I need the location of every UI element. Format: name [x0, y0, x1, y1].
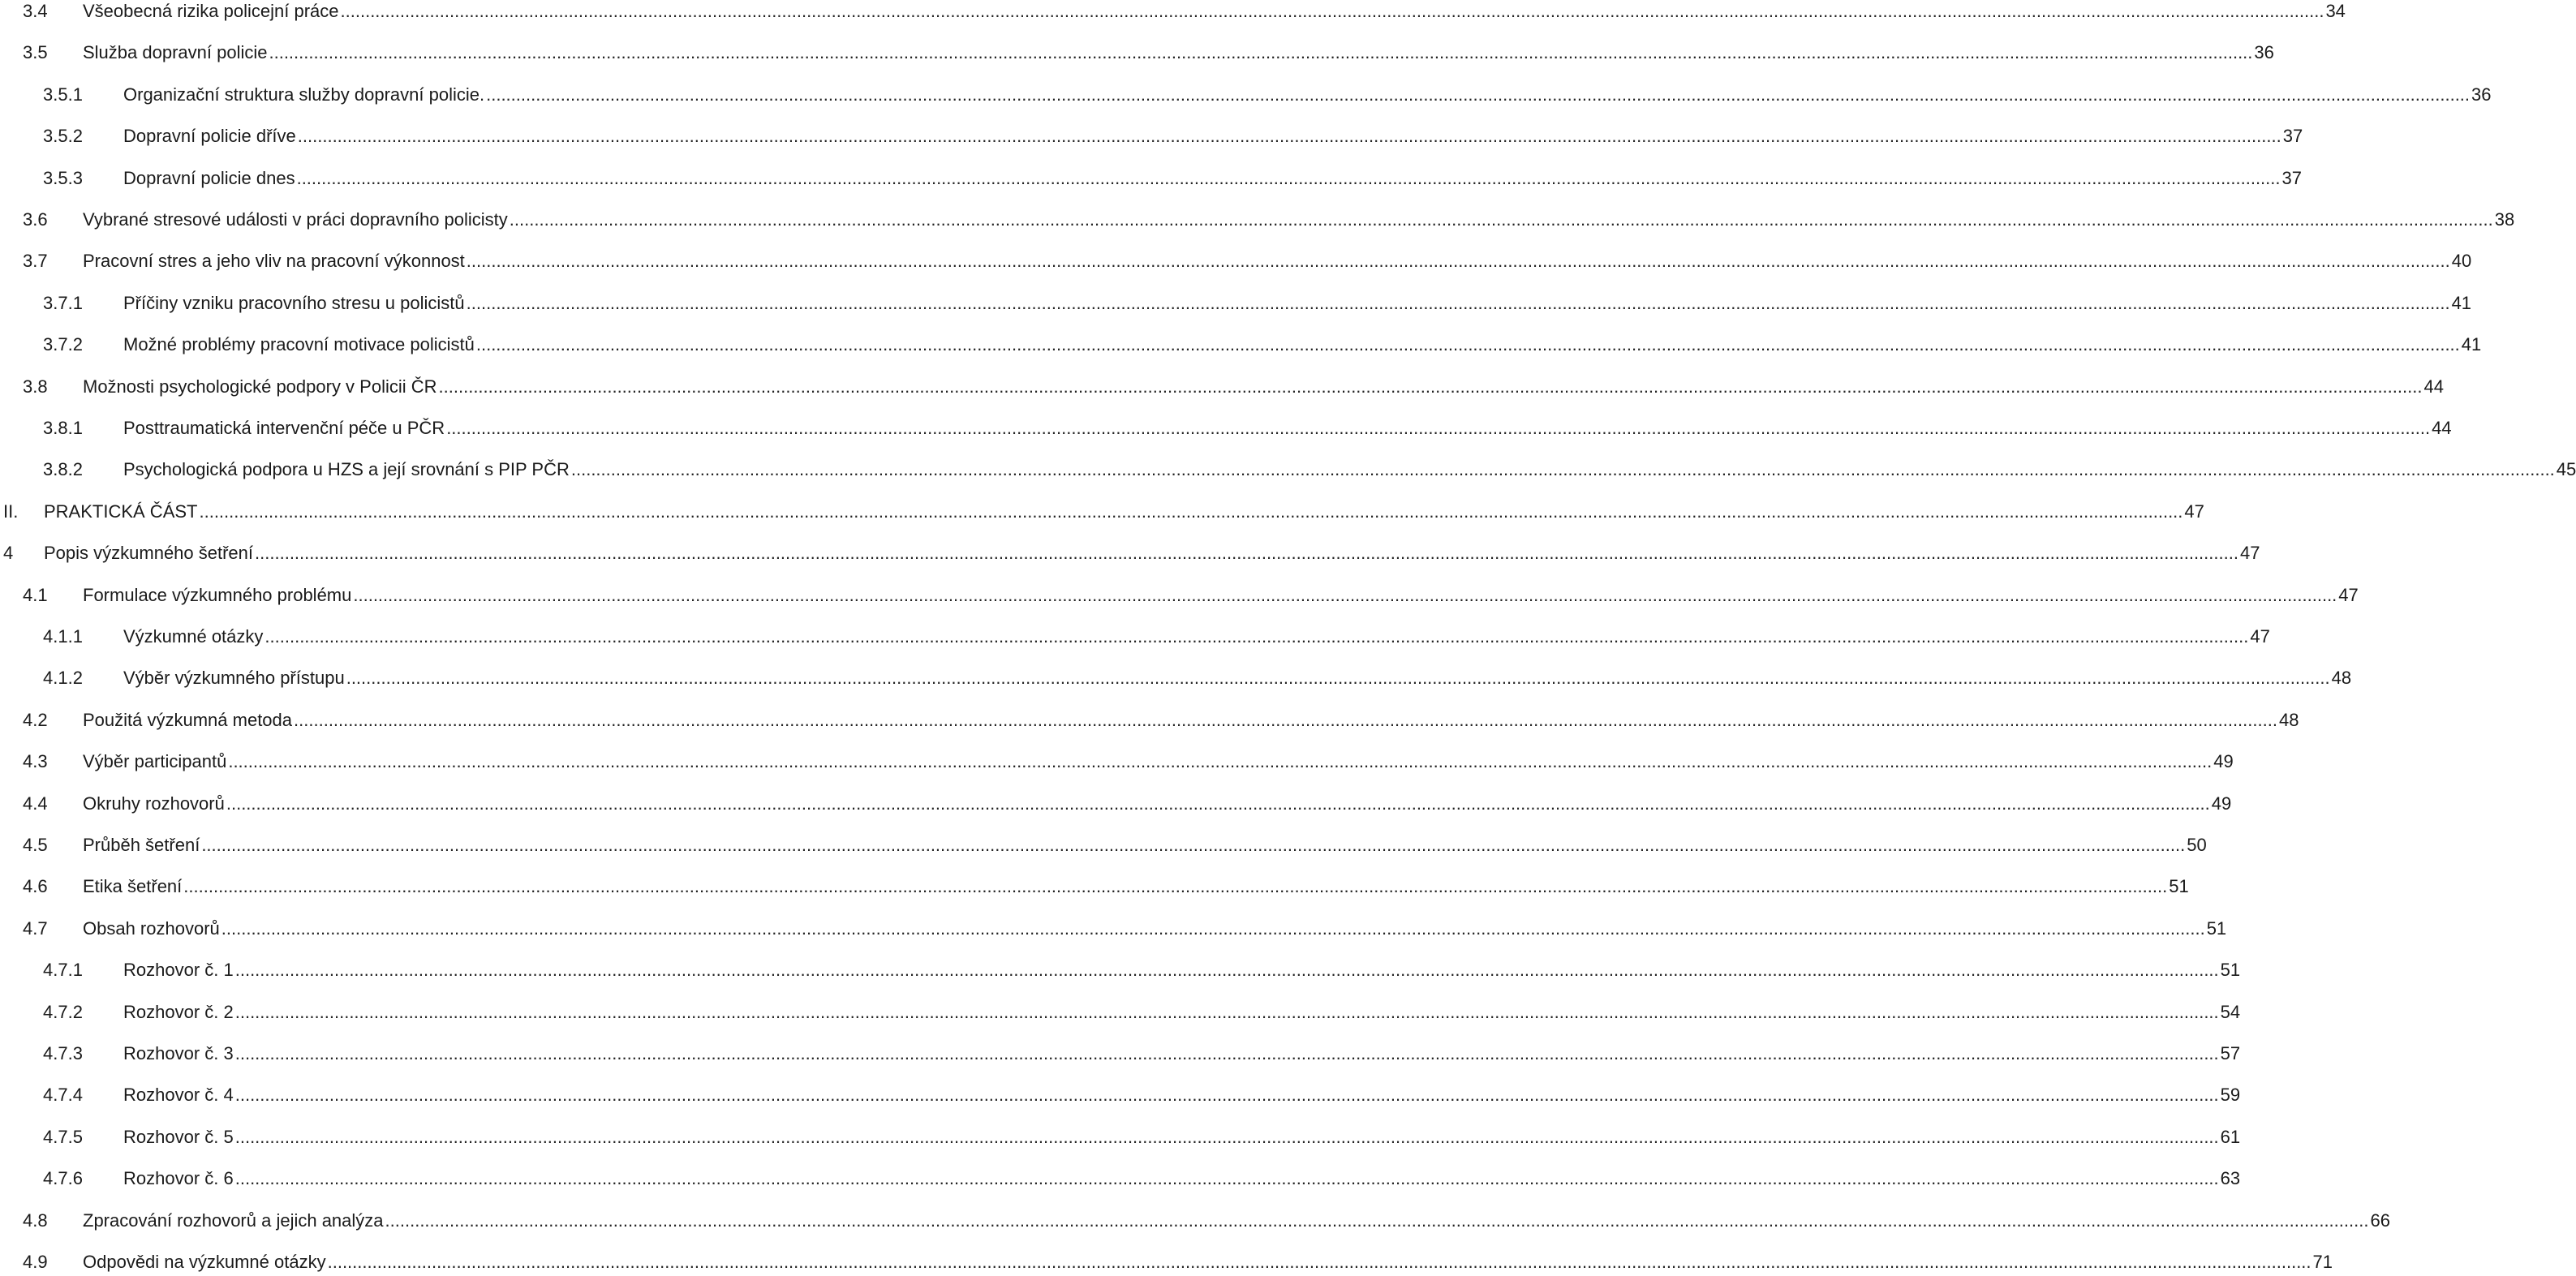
- toc-entry-page-number: 63: [2220, 1168, 2241, 1189]
- toc-entry[interactable]: [0, 331, 2482, 359]
- toc-entry-title: Popis výzkumného šetření: [44, 543, 254, 564]
- toc-entry-page-number: 37: [2282, 126, 2303, 147]
- toc-entry-title: Průběh šetření: [83, 835, 200, 855]
- toc-entry-page-number: 36: [2254, 42, 2274, 63]
- toc-entry-line: [83, 748, 2234, 775]
- toc-entry-line: [83, 373, 2444, 401]
- toc-entry[interactable]: [0, 831, 2207, 859]
- toc-entry-page-number: 61: [2220, 1126, 2241, 1147]
- toc-entry-line: [83, 582, 2359, 609]
- toc-entry-page-number: 34: [2325, 1, 2346, 21]
- toc-entry-title: Rozhovor č. 5: [123, 1126, 234, 1147]
- toc-entry-number: 4.6: [23, 876, 48, 897]
- toc-dot-leader: ................................................................................................................................................................................................................................................................................................................................................................................................................: [234, 1126, 2219, 1147]
- toc-dot-leader: ................................................................................................................................................................................................................................................................................................................................................................................................................: [438, 376, 2423, 397]
- toc-entry-line: [83, 0, 2346, 25]
- toc-entry-page-number: 47: [2184, 501, 2204, 522]
- toc-entry-line: [123, 165, 2302, 192]
- toc-entry-page-number: 47: [2239, 543, 2260, 564]
- toc-entry-number: 4.8: [23, 1209, 48, 1231]
- toc-entry-number: 4.5: [23, 835, 48, 855]
- toc-entry[interactable]: [0, 1123, 2241, 1151]
- toc-entry[interactable]: [0, 664, 2352, 692]
- toc-entry-number: 3.5.2: [43, 126, 83, 147]
- toc-entry-page-number: 66: [2370, 1209, 2390, 1231]
- toc-entry[interactable]: [0, 999, 2241, 1026]
- toc-entry-number: 4.7.1: [43, 960, 83, 981]
- toc-entry-line: [123, 999, 2241, 1026]
- toc-dot-leader: ................................................................................................................................................................................................................................................................................................................................................................................................................: [234, 960, 2219, 981]
- toc-dot-leader: ................................................................................................................................................................................................................................................................................................................................................................................................................: [234, 1001, 2219, 1022]
- toc-entry-line: [123, 290, 2472, 317]
- toc-entry-number: 3.5: [23, 42, 48, 63]
- toc-entry-page-number: 41: [2461, 334, 2482, 355]
- toc-entry-page-number: 48: [2278, 709, 2299, 730]
- toc-dot-leader: ................................................................................................................................................................................................................................................................................................................................................................................................................: [466, 251, 2450, 272]
- toc-entry-title: Dopravní policie dnes: [123, 167, 295, 188]
- toc-entry[interactable]: [0, 81, 2492, 109]
- toc-entry-title: Možnosti psychologické podpory v Policii ČR: [83, 376, 437, 397]
- toc-entry[interactable]: [0, 247, 2472, 275]
- toc-entry-title: Rozhovor č. 4: [123, 1085, 234, 1106]
- toc-entry[interactable]: [0, 290, 2472, 317]
- toc-entry-title: Dopravní policie dříve: [123, 126, 296, 147]
- toc-entry-title: Formulace výzkumného problému: [83, 584, 352, 605]
- toc-entry-line: [83, 1248, 2333, 1276]
- toc-dot-leader: ................................................................................................................................................................................................................................................................................................................................................................................................................: [234, 1168, 2219, 1189]
- toc-dot-leader: ................................................................................................................................................................................................................................................................................................................................................................................................................: [228, 751, 2213, 772]
- toc-entry-number: 3.7: [23, 251, 48, 272]
- toc-entry-page-number: 71: [2312, 1252, 2333, 1272]
- toc-dot-leader: ................................................................................................................................................................................................................................................................................................................................................................................................................: [509, 209, 2493, 230]
- toc-entry-page-number: 36: [2471, 84, 2492, 105]
- toc-dot-leader: ................................................................................................................................................................................................................................................................................................................................................................................................................: [446, 418, 2431, 438]
- toc-dot-leader: ................................................................................................................................................................................................................................................................................................................................................................................................................: [199, 501, 2183, 522]
- toc-entry-line: [83, 707, 2299, 734]
- toc-entry-line: [123, 81, 2492, 109]
- toc-dot-leader: ................................................................................................................................................................................................................................................................................................................................................................................................................: [466, 292, 2450, 313]
- toc-entry-page-number: 59: [2220, 1085, 2241, 1106]
- toc-entry[interactable]: [0, 1081, 2241, 1109]
- toc-dot-leader: ................................................................................................................................................................................................................................................................................................................................................................................................................: [255, 543, 2238, 564]
- toc-entry[interactable]: [0, 915, 2227, 943]
- toc-entry-number: 4.7: [23, 917, 48, 939]
- toc-entry[interactable]: [0, 707, 2299, 734]
- toc-entry-line: [44, 498, 2204, 526]
- toc-entry-line: [123, 956, 2241, 984]
- toc-entry-page-number: 44: [2432, 418, 2452, 438]
- toc-entry-title: Použitá výzkumná metoda: [83, 709, 293, 730]
- toc-entry-line: [123, 623, 2270, 651]
- toc-entry-number: 3.7.1: [43, 292, 83, 313]
- toc-entry-title: Služba dopravní policie: [83, 42, 268, 63]
- toc-entry-title: Výběr výzkumného přístupu: [123, 668, 345, 689]
- toc-entry[interactable]: [0, 1165, 2241, 1192]
- toc-dot-leader: ................................................................................................................................................................................................................................................................................................................................................................................................................: [475, 334, 2460, 355]
- toc-entry-number: 4.1.2: [43, 668, 83, 689]
- toc-entry[interactable]: [0, 1248, 2333, 1276]
- toc-entry-line: [83, 790, 2232, 818]
- toc-entry-number: 3.5.3: [43, 167, 83, 188]
- toc-entry-page-number: 51: [2169, 876, 2189, 897]
- toc-entry-line: [83, 247, 2472, 275]
- toc-entry-title: Rozhovor č. 1: [123, 960, 234, 981]
- toc-entry-number: 4.7.2: [43, 1001, 83, 1022]
- toc-entry-line: [123, 1081, 2241, 1109]
- toc-dot-leader: ................................................................................................................................................................................................................................................................................................................................................................................................................: [340, 1, 2324, 21]
- toc-entry[interactable]: [0, 122, 2303, 150]
- toc-entry[interactable]: [0, 1040, 2241, 1068]
- toc-dot-leader: ................................................................................................................................................................................................................................................................................................................................................................................................................: [183, 876, 2168, 897]
- toc-entry[interactable]: [0, 623, 2270, 651]
- toc-dot-leader: ................................................................................................................................................................................................................................................................................................................................................................................................................: [346, 668, 2330, 689]
- toc-entry[interactable]: [0, 873, 2189, 900]
- toc-entry-title: Odpovědi na výzkumné otázky: [83, 1252, 326, 1272]
- toc-entry-title: Obsah rozhovorů: [83, 917, 220, 939]
- toc-entry[interactable]: [0, 956, 2241, 984]
- toc-dot-leader: ................................................................................................................................................................................................................................................................................................................................................................................................................: [297, 126, 2281, 147]
- toc-entry[interactable]: [0, 1207, 2390, 1235]
- toc-entry-page-number: 45: [2556, 459, 2576, 480]
- toc-entry-number: 4.1.1: [43, 626, 83, 647]
- toc-entry-page-number: 54: [2220, 1001, 2241, 1022]
- toc-entry-page-number: 37: [2281, 167, 2302, 188]
- toc-entry[interactable]: [0, 498, 2204, 526]
- toc-entry-page-number: 47: [2250, 626, 2270, 647]
- toc-entry-title: PRAKTICKÁ ČÁST: [44, 501, 198, 522]
- toc-entry-number: 4.9: [23, 1252, 48, 1272]
- toc-entry[interactable]: [0, 748, 2234, 775]
- toc-dot-leader: ................................................................................................................................................................................................................................................................................................................................................................................................................: [226, 793, 2210, 814]
- toc-entry-line: [83, 39, 2274, 67]
- toc-entry-number: 4.7.4: [43, 1085, 83, 1106]
- toc-entry-page-number: 40: [2451, 251, 2472, 272]
- toc-entry-line: [83, 206, 2515, 234]
- toc-entry[interactable]: [0, 456, 2576, 483]
- toc-entry-number: 3.5.1: [43, 84, 83, 105]
- toc-entry-title: Rozhovor č. 3: [123, 1043, 234, 1063]
- toc-entry-title: Rozhovor č. 2: [123, 1001, 234, 1022]
- toc-dot-leader: ................................................................................................................................................................................................................................................................................................................................................................................................................: [234, 1043, 2219, 1063]
- toc-entry-number: 3.8.1: [43, 418, 83, 438]
- toc-entry-title: Výběr participantů: [83, 751, 227, 772]
- toc-dot-leader: ................................................................................................................................................................................................................................................................................................................................................................................................................: [296, 167, 2281, 188]
- toc-entry-line: [123, 122, 2303, 150]
- toc-entry[interactable]: [0, 582, 2359, 609]
- toc-entry-line: [123, 1123, 2241, 1151]
- toc-entry-page-number: 47: [2338, 584, 2359, 605]
- toc-entry-page-number: 50: [2187, 835, 2207, 855]
- toc-entry[interactable]: [0, 206, 2515, 234]
- toc-entry-line: [123, 415, 2452, 442]
- toc-entry[interactable]: [0, 790, 2232, 818]
- toc-entry[interactable]: [0, 0, 2346, 25]
- toc-entry-title: Etika šetření: [83, 876, 183, 897]
- toc-entry-title: Všeobecná rizika policejní práce: [83, 1, 339, 21]
- toc-entry-number: 3.6: [23, 209, 48, 230]
- toc-entry-page-number: 44: [2423, 376, 2444, 397]
- toc-entry-number: 4.7.3: [43, 1043, 83, 1063]
- toc-entry-number: 4.1: [23, 584, 48, 605]
- toc-dot-leader: ................................................................................................................................................................................................................................................................................................................................................................................................................: [201, 835, 2186, 855]
- toc-entry-title: Posttraumatická intervenční péče u PČR: [123, 418, 445, 438]
- toc-entry-page-number: 41: [2451, 292, 2472, 313]
- toc-entry-title: Zpracování rozhovorů a jejich analýza: [83, 1209, 384, 1231]
- toc-entry-title: Možné problémy pracovní motivace policistů: [123, 334, 475, 355]
- toc-entry-number: 3.4: [23, 1, 48, 21]
- toc-dot-leader: ................................................................................................................................................................................................................................................................................................................................................................................................................: [327, 1252, 2312, 1272]
- toc-dot-leader: ................................................................................................................................................................................................................................................................................................................................................................................................................: [486, 84, 2471, 105]
- toc-entry-page-number: 48: [2331, 668, 2352, 689]
- toc-entry-line: [123, 1165, 2241, 1192]
- toc-entry-page-number: 49: [2211, 793, 2232, 814]
- toc-entry-number: II.: [3, 501, 19, 522]
- toc-entry-title: Výzkumné otázky: [123, 626, 264, 647]
- toc-entry-title: Organizační struktura služby dopravní policie.: [123, 84, 485, 105]
- toc-entry[interactable]: [0, 39, 2274, 67]
- toc-entry-line: [83, 915, 2227, 943]
- toc-entry[interactable]: [0, 373, 2444, 401]
- toc-dot-leader: ................................................................................................................................................................................................................................................................................................................................................................................................................: [234, 1085, 2219, 1106]
- toc-entry-number: 3.8.2: [43, 459, 83, 480]
- toc-entry-number: 3.7.2: [43, 334, 83, 355]
- toc-entry-number: 3.8: [23, 376, 48, 397]
- toc-entry-number: 4.3: [23, 751, 48, 772]
- toc-entry-page-number: 49: [2213, 751, 2234, 772]
- toc-entry-title: Příčiny vzniku pracovního stresu u policistů: [123, 292, 465, 313]
- toc-entry-line: [123, 664, 2352, 692]
- toc-entry-line: [123, 456, 2576, 483]
- toc-dot-leader: ................................................................................................................................................................................................................................................................................................................................................................................................................: [221, 917, 2205, 939]
- toc-entry-number: 4.7.5: [43, 1126, 83, 1147]
- toc-entry-line: [83, 873, 2189, 900]
- toc-dot-leader: ................................................................................................................................................................................................................................................................................................................................................................................................................: [294, 709, 2277, 730]
- toc-entry-number: 4.7.6: [43, 1168, 83, 1189]
- toc-entry-page-number: 57: [2220, 1043, 2241, 1063]
- toc-entry-title: Okruhy rozhovorů: [83, 793, 225, 814]
- toc-dot-leader: ................................................................................................................................................................................................................................................................................................................................................................................................................: [264, 626, 2249, 647]
- toc-entry[interactable]: [0, 165, 2302, 192]
- toc-entry-line: [123, 331, 2482, 359]
- toc-dot-leader: ................................................................................................................................................................................................................................................................................................................................................................................................................: [353, 584, 2337, 605]
- toc-entry-line: [44, 539, 2260, 567]
- toc-entry-page-number: 38: [2494, 209, 2515, 230]
- toc-dot-leader: ................................................................................................................................................................................................................................................................................................................................................................................................................: [385, 1209, 2369, 1231]
- toc-entry-line: [83, 1207, 2390, 1235]
- toc-entry[interactable]: [0, 539, 2260, 567]
- toc-dot-leader: ................................................................................................................................................................................................................................................................................................................................................................................................................: [570, 459, 2555, 480]
- toc-entry-page-number: 51: [2206, 917, 2227, 939]
- toc-entry-title: Psychologická podpora u HZS a její srovnání s PIP PČR: [123, 459, 570, 480]
- toc-entry-number: 4: [3, 543, 14, 564]
- toc-entry-title: Rozhovor č. 6: [123, 1168, 234, 1189]
- toc-entry-line: [83, 831, 2207, 859]
- toc-entry-line: [123, 1040, 2241, 1068]
- toc-entry-title: Vybrané stresové události v práci dopravního policisty: [83, 209, 508, 230]
- toc-entry-title: Pracovní stres a jeho vliv na pracovní výkonnost: [83, 251, 465, 272]
- toc-entry-number: 4.4: [23, 793, 48, 814]
- toc-entry-page-number: 51: [2220, 960, 2241, 981]
- toc-dot-leader: ................................................................................................................................................................................................................................................................................................................................................................................................................: [269, 42, 2253, 63]
- toc-entry-number: 4.2: [23, 709, 48, 730]
- toc-entry[interactable]: [0, 415, 2452, 442]
